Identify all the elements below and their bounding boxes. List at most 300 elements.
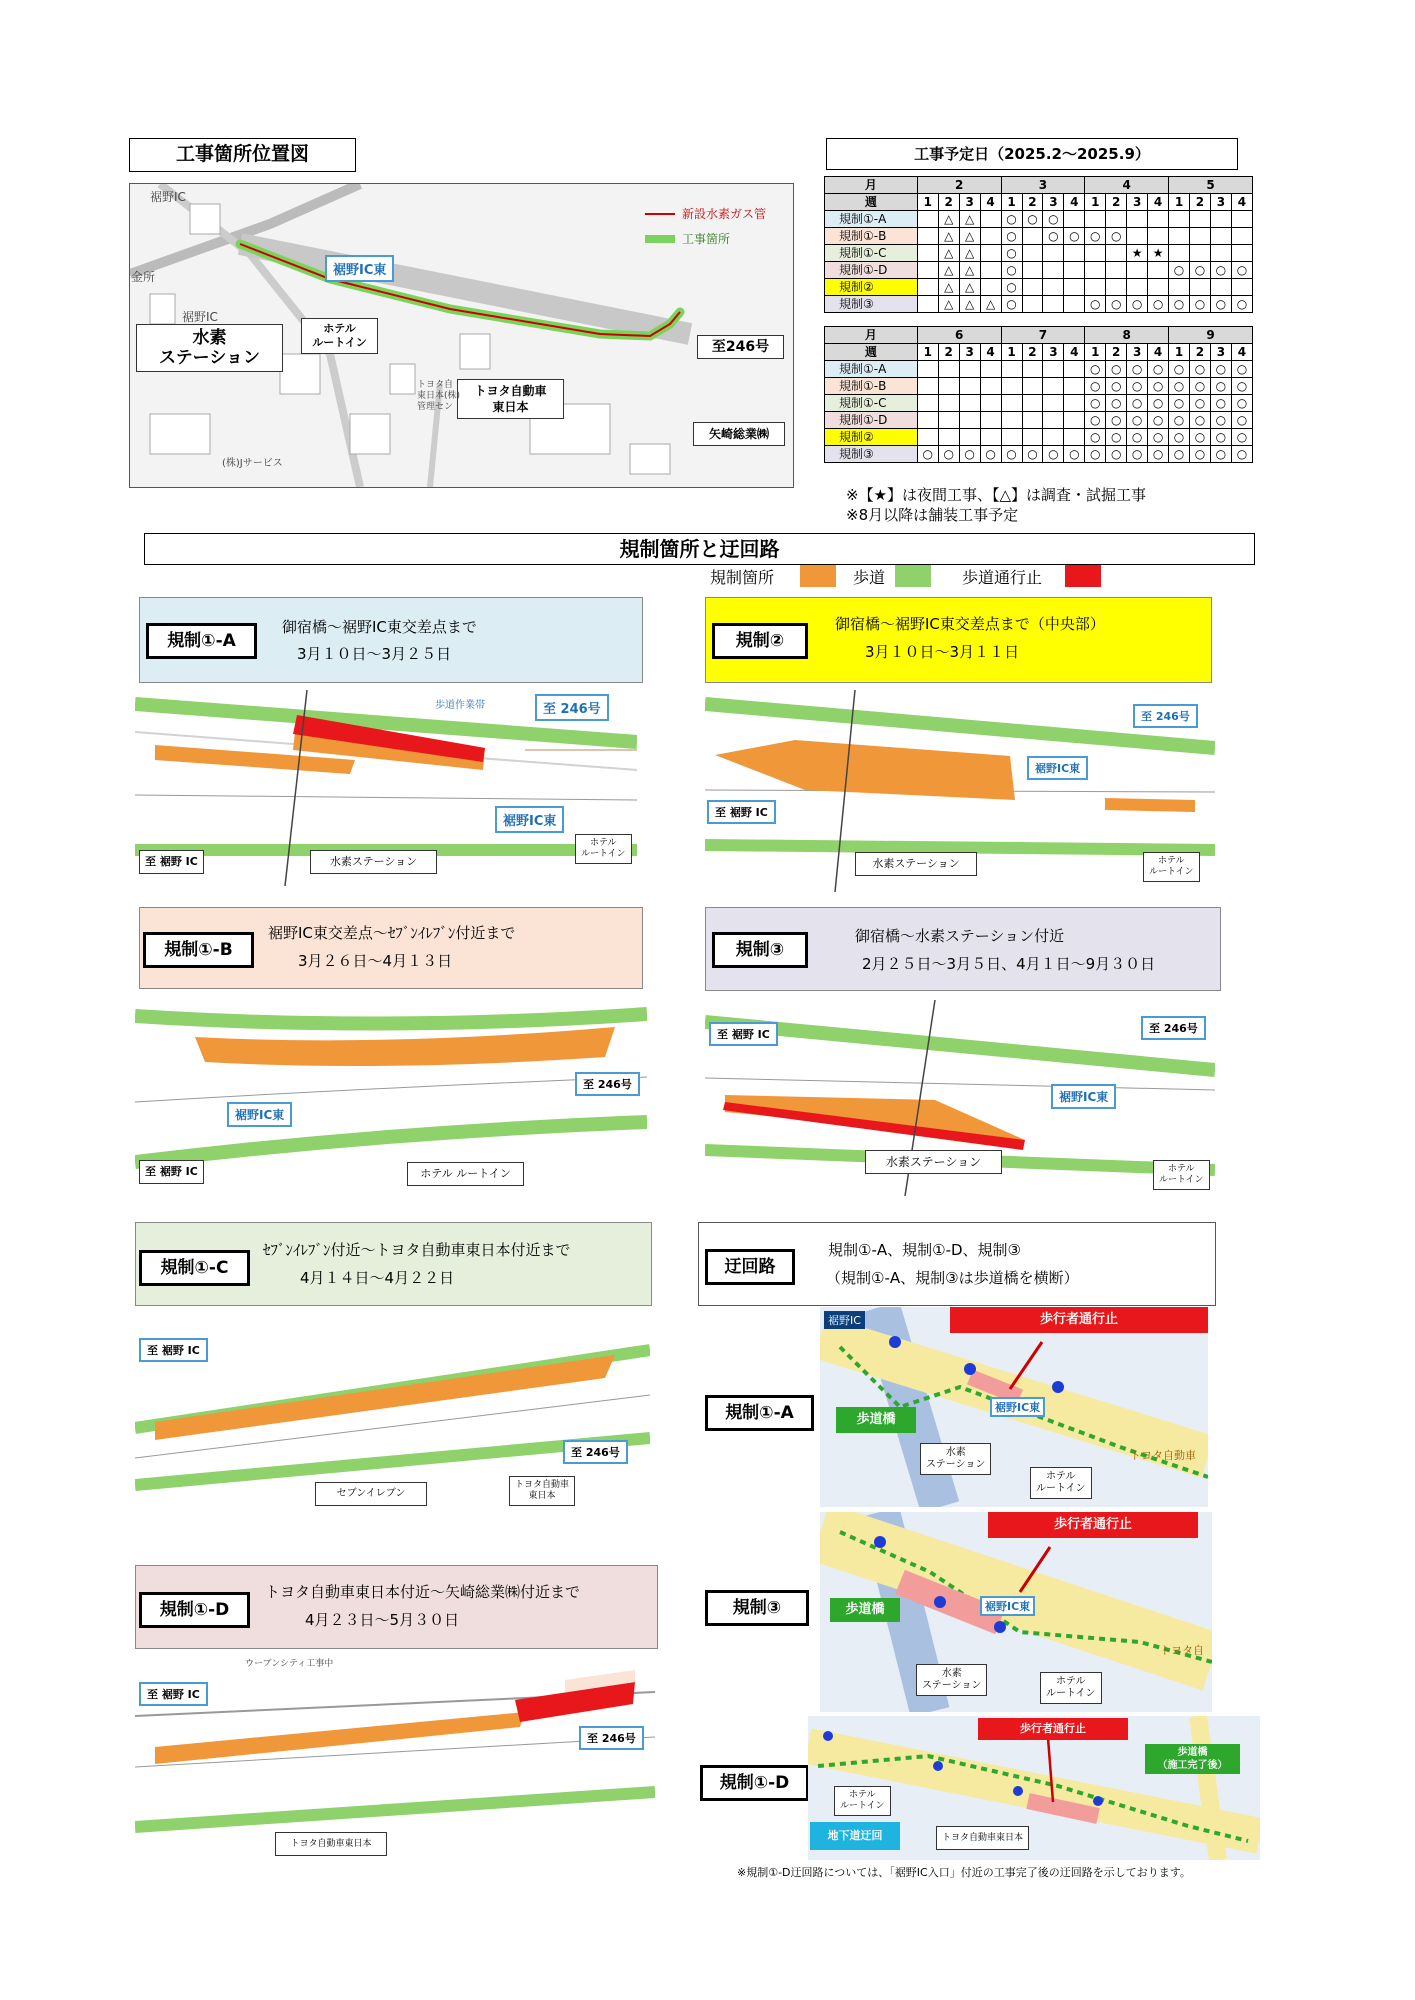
schedule-cell: [1022, 412, 1043, 429]
week-cell: 2: [1106, 194, 1127, 211]
section-r1d-tag: 規制①-D: [139, 1592, 250, 1628]
week-cell: 1: [1085, 344, 1106, 361]
schedule-cell: △: [980, 296, 1001, 313]
schedule-cell: ○: [1085, 296, 1106, 313]
schedule-cell: [980, 245, 1001, 262]
schedule-cell: ○: [1127, 395, 1148, 412]
section-r3-desc: 御宿橋～水素ステーション付近: [855, 927, 1065, 945]
schedule-cell: ○: [1001, 296, 1022, 313]
legend-sidewalk-label: 歩道: [853, 568, 886, 587]
schedule-note-1: ※【★】は夜間工事、【△】は調査・試掘工事: [846, 486, 1147, 504]
detour-label-r1a: 規制①-A: [705, 1395, 814, 1431]
schedule-cell: ○: [1169, 378, 1190, 395]
schedule-cell: [1085, 245, 1106, 262]
schedule-cell: ○: [1190, 361, 1211, 378]
schedule-row-label: 規制①-D: [825, 262, 918, 279]
schedule-cell: △: [959, 211, 980, 228]
schedule-cell: [1169, 211, 1190, 228]
schedule-cell: ○: [1148, 361, 1169, 378]
schedule-cell: [959, 378, 980, 395]
legend-area-label: 規制箇所: [710, 568, 775, 587]
map-ic-small: 裾野IC: [182, 310, 218, 324]
map-hotel: ホテル ルートイン: [301, 318, 378, 354]
section-r3-tag: 規制③: [712, 932, 808, 968]
schedule-cell: [1148, 262, 1169, 279]
plan-r1c: [135, 1310, 650, 1518]
schedule-cell: [980, 211, 1001, 228]
detour-label-r3: 規制③: [705, 1590, 809, 1626]
location-map: [129, 183, 794, 488]
schedule-cell: [1022, 296, 1043, 313]
schedule-cell: [1064, 395, 1085, 412]
detour-r1d-underpass: 地下道迂回: [810, 1822, 900, 1850]
plan-r1b-ic-east: 裾野IC東: [227, 1102, 292, 1127]
schedule-cell: [980, 378, 1001, 395]
plan-r1c-toyota: トヨタ自動車 東日本: [509, 1476, 575, 1506]
schedule-cell: [1064, 361, 1085, 378]
schedule-cell: [959, 429, 980, 446]
schedule-row: [825, 211, 1253, 228]
schedule-cell: [917, 429, 938, 446]
schedule-cell: △: [959, 228, 980, 245]
schedule-cell: [1148, 211, 1169, 228]
schedule-cell: ○: [1085, 228, 1106, 245]
month-cell: 6: [917, 327, 1001, 344]
month-cell: 2: [917, 177, 1001, 194]
schedule-cell: [938, 361, 959, 378]
detour-r1d-hotel: ホテル ルートイン: [834, 1786, 891, 1816]
schedule-cell: ○: [1169, 395, 1190, 412]
schedule-cell: [1127, 279, 1148, 296]
detour-r1a-bridge: 歩道橋: [836, 1407, 916, 1433]
regulation-heading: 規制箇所と迂回路: [144, 533, 1255, 565]
schedule-cell: ○: [1127, 361, 1148, 378]
schedule-cell: [1127, 262, 1148, 279]
schedule-cell: ○: [1106, 446, 1127, 463]
schedule-row: [825, 378, 1253, 395]
map-yazaki: 矢崎総業㈱: [693, 422, 785, 446]
legend-closed-label: 歩道通行止: [962, 568, 1043, 587]
schedule-cell: [1106, 211, 1127, 228]
plan-r1b-to246: 至 246号: [575, 1072, 640, 1096]
schedule-title: 工事予定日（2025.2～2025.9）: [826, 138, 1238, 170]
schedule-cell: ○: [1127, 446, 1148, 463]
schedule-cell: △: [959, 296, 980, 313]
schedule-cell: [917, 279, 938, 296]
schedule-cell: [917, 378, 938, 395]
schedule-cell: [1190, 228, 1211, 245]
schedule-cell: ○: [1148, 429, 1169, 446]
schedule-row: [825, 245, 1253, 262]
month-cell: 9: [1169, 327, 1253, 344]
schedule-row: [825, 279, 1253, 296]
month-cell: 5: [1169, 177, 1253, 194]
schedule-cell: ○: [1190, 429, 1211, 446]
schedule-row: [825, 228, 1253, 245]
map-kanban: 金所: [131, 270, 156, 284]
schedule-cell: ○: [1085, 395, 1106, 412]
month-header: 月: [825, 327, 918, 344]
plan-r1d: [135, 1652, 655, 1858]
schedule-cell: [1043, 378, 1064, 395]
detour-map-r1d: [808, 1716, 1260, 1860]
detour-r1a-ic: 裾野IC: [824, 1311, 865, 1329]
map-toyota: トヨタ自動車 東日本: [457, 379, 564, 419]
schedule-cell: [1127, 211, 1148, 228]
schedule-cell: ○: [1169, 412, 1190, 429]
week-cell: 4: [1148, 344, 1169, 361]
section-r1a-tag: 規制①-A: [146, 623, 257, 659]
schedule-cell: ○: [1210, 395, 1231, 412]
week-cell: 4: [980, 194, 1001, 211]
schedule-cell: [1001, 378, 1022, 395]
plan-r2-hotel: ホテル ルートイン: [1143, 852, 1200, 882]
week-cell: 3: [1210, 194, 1231, 211]
schedule-cell: [1064, 279, 1085, 296]
schedule-cell: ○: [1148, 378, 1169, 395]
schedule-note-2: ※8月以降は舗装工事予定: [846, 506, 1019, 524]
detour-label-r1d: 規制①-D: [700, 1765, 809, 1801]
schedule-cell: [959, 412, 980, 429]
schedule-cell: ○: [1190, 395, 1211, 412]
section-r1d-desc: トヨタ自動車東日本付近～矢崎総業㈱付近まで: [265, 1583, 581, 1601]
schedule-cell: △: [959, 279, 980, 296]
schedule-cell: ○: [1022, 446, 1043, 463]
schedule-cell: ○: [1231, 296, 1252, 313]
schedule-cell: [1106, 245, 1127, 262]
schedule-cell: [1106, 279, 1127, 296]
legend-closed-swatch: [1065, 565, 1101, 587]
schedule-cell: [1085, 211, 1106, 228]
week-cell: 3: [959, 344, 980, 361]
schedule-cell: ○: [1190, 446, 1211, 463]
location-map-title: 工事箇所位置図: [129, 138, 356, 172]
week-cell: 1: [1001, 344, 1022, 361]
week-cell: 1: [917, 344, 938, 361]
schedule-cell: ○: [980, 446, 1001, 463]
schedule-row: [825, 361, 1253, 378]
schedule-cell: [917, 296, 938, 313]
section-r1c-dates: 4月１４日～4月２２日: [300, 1269, 455, 1287]
schedule-cell: [1169, 245, 1190, 262]
plan-r1c-to-ic: 至 裾野 IC: [139, 1338, 208, 1362]
schedule-cell: △: [938, 262, 959, 279]
schedule-row: [825, 296, 1253, 313]
schedule-cell: ○: [1190, 412, 1211, 429]
schedule-cell: [1210, 228, 1231, 245]
schedule-cell: [1043, 296, 1064, 313]
schedule-cell: [1043, 429, 1064, 446]
legend-pipe: 新設水素ガス管: [682, 207, 767, 221]
schedule-cell: ○: [1043, 446, 1064, 463]
schedule-cell: [917, 361, 938, 378]
schedule-cell: [1190, 211, 1211, 228]
plan-r1a-ic-east: 裾野IC東: [495, 806, 564, 833]
schedule-cell: ○: [1106, 395, 1127, 412]
schedule-cell: ○: [1106, 378, 1127, 395]
schedule-cell: [1190, 245, 1211, 262]
schedule-cell: [1043, 412, 1064, 429]
schedule-cell: [1231, 211, 1252, 228]
week-cell: 4: [1231, 344, 1252, 361]
detour-r3-hotel: ホテル ルートイン: [1040, 1672, 1102, 1704]
week-cell: 3: [1210, 344, 1231, 361]
schedule-row-label: 規制①-A: [825, 211, 918, 228]
plan-r3: [705, 1000, 1215, 1196]
week-cell: 3: [1127, 194, 1148, 211]
plan-r1a: [135, 690, 637, 886]
week-cell: 2: [1190, 194, 1211, 211]
schedule-row: [825, 429, 1253, 446]
schedule-cell: [1001, 412, 1022, 429]
schedule-cell: ○: [1043, 228, 1064, 245]
schedule-cell: [959, 361, 980, 378]
schedule-cell: [1043, 245, 1064, 262]
schedule-cell: ★: [1127, 245, 1148, 262]
schedule-cell: △: [938, 228, 959, 245]
schedule-cell: [1064, 296, 1085, 313]
schedule-row-label: 規制①-C: [825, 395, 918, 412]
section-r1d-dates: 4月２３日～5月３０日: [305, 1611, 460, 1629]
week-cell: 2: [1022, 194, 1043, 211]
schedule-cell: ○: [1106, 296, 1127, 313]
schedule-table-2: [824, 326, 1253, 463]
map-route246: 至246号: [697, 335, 784, 359]
schedule-cell: [980, 429, 1001, 446]
schedule-row: [825, 446, 1253, 463]
schedule-cell: [1210, 279, 1231, 296]
plan-r3-ic-east: 裾野IC東: [1051, 1084, 1116, 1109]
schedule-cell: [1231, 228, 1252, 245]
schedule-cell: [1190, 279, 1211, 296]
schedule-cell: [1043, 262, 1064, 279]
plan-r1c-to246: 至 246号: [563, 1440, 628, 1464]
schedule-cell: [1169, 279, 1190, 296]
schedule-cell: ○: [1001, 446, 1022, 463]
schedule-cell: ★: [1148, 245, 1169, 262]
schedule-cell: ○: [1190, 262, 1211, 279]
schedule-cell: △: [959, 262, 980, 279]
schedule-cell: ○: [1085, 361, 1106, 378]
schedule-cell: [1043, 395, 1064, 412]
plan-r1d-to-ic: 至 裾野 IC: [139, 1682, 208, 1706]
schedule-cell: [980, 262, 1001, 279]
schedule-cell: [1043, 361, 1064, 378]
month-cell: 3: [1001, 177, 1085, 194]
schedule-row: [825, 412, 1253, 429]
plan-r1a-hotel: ホテル ルートイン: [575, 834, 632, 864]
schedule-cell: [938, 429, 959, 446]
detour-r1a-ic-east: 裾野IC東: [990, 1397, 1045, 1417]
schedule-cell: ○: [1001, 279, 1022, 296]
section-r2-dates: 3月１０日～3月１１日: [865, 643, 1020, 661]
schedule-cell: [917, 395, 938, 412]
week-cell: 3: [1127, 344, 1148, 361]
schedule-cell: [1085, 262, 1106, 279]
schedule-cell: ○: [959, 446, 980, 463]
map-ic-east: 裾野IC東: [325, 255, 394, 282]
schedule-cell: [1022, 262, 1043, 279]
legend-sidewalk-swatch: [895, 565, 931, 587]
week-cell: 4: [1148, 194, 1169, 211]
schedule-row-label: 規制③: [825, 446, 918, 463]
plan-r1b: [135, 992, 647, 1194]
schedule-cell: [1210, 211, 1231, 228]
schedule-row-label: 規制①-B: [825, 228, 918, 245]
detour-r1d-toyota: トヨタ自動車東日本: [936, 1826, 1029, 1850]
schedule-cell: [1022, 228, 1043, 245]
schedule-cell: [1022, 245, 1043, 262]
schedule-row-label: 規制①-D: [825, 412, 918, 429]
plan-r1d-urban: ウーブンシティ工事中: [245, 1659, 334, 1669]
plan-r1a-to246: 至 246号: [535, 694, 609, 721]
schedule-cell: ○: [1106, 412, 1127, 429]
plan-r2-to246: 至 246号: [1133, 704, 1198, 728]
schedule-cell: ○: [1169, 429, 1190, 446]
schedule-cell: ○: [1127, 412, 1148, 429]
schedule-cell: ○: [1210, 378, 1231, 395]
detour-r1d-bridge-done: 歩道橋 （施工完了後）: [1145, 1744, 1240, 1774]
schedule-cell: ○: [1210, 361, 1231, 378]
schedule-cell: [1148, 228, 1169, 245]
schedule-cell: ○: [917, 446, 938, 463]
schedule-cell: ○: [1022, 211, 1043, 228]
schedule-cell: ○: [1169, 446, 1190, 463]
schedule-cell: ○: [1190, 296, 1211, 313]
detour-r1a-hotel: ホテル ルートイン: [1030, 1467, 1092, 1499]
plan-r2-station: 水素ステーション: [855, 852, 977, 876]
schedule-cell: [1106, 262, 1127, 279]
schedule-cell: △: [938, 211, 959, 228]
schedule-cell: [1022, 361, 1043, 378]
schedule-row-label: 規制①-C: [825, 245, 918, 262]
section-r1a-desc: 御宿橋～裾野IC東交差点まで: [282, 618, 477, 636]
plan-r3-station: 水素ステーション: [865, 1150, 1002, 1174]
schedule-cell: [1022, 279, 1043, 296]
detour-r1a-nowalk: 歩行者通行止: [950, 1307, 1208, 1333]
schedule-cell: [1022, 395, 1043, 412]
week-header: 週: [825, 194, 918, 211]
plan-r1c-seven: セブンイレブン: [315, 1482, 427, 1506]
detour-r3-nowalk: 歩行者通行止: [988, 1512, 1198, 1538]
plan-r1b-hotel: ホテル ルートイン: [407, 1162, 524, 1186]
plan-r1b-to-ic: 至 裾野 IC: [139, 1160, 204, 1184]
week-cell: 2: [1190, 344, 1211, 361]
map-service: (株)Jサービス: [222, 458, 283, 469]
week-cell: 2: [1106, 344, 1127, 361]
section-detour-dates: （規制①-A、規制③は歩道橋を横断）: [826, 1269, 1079, 1287]
schedule-cell: ○: [1148, 446, 1169, 463]
week-cell: 2: [938, 194, 959, 211]
schedule-cell: ○: [1001, 228, 1022, 245]
plan-r1a-station: 水素ステーション: [310, 850, 437, 874]
section-r2-tag: 規制②: [712, 623, 808, 659]
schedule-row-label: 規制①-A: [825, 361, 918, 378]
section-r1b-tag: 規制①-B: [143, 932, 254, 968]
detour-r3-ic-east: 裾野IC東: [980, 1596, 1035, 1616]
section-r2-desc: 御宿橋～裾野IC東交差点まで（中央部）: [835, 615, 1105, 633]
detour-r1d-nowalk: 歩行者通行止: [978, 1718, 1128, 1740]
plan-r1d-to246: 至 246号: [579, 1726, 644, 1750]
legend-site: 工事箇所: [682, 232, 731, 246]
schedule-cell: [1064, 429, 1085, 446]
schedule-cell: ○: [1106, 429, 1127, 446]
schedule-cell: [980, 395, 1001, 412]
schedule-cell: ○: [1085, 446, 1106, 463]
schedule-cell: ○: [1210, 429, 1231, 446]
schedule-cell: [1022, 429, 1043, 446]
week-cell: 4: [980, 344, 1001, 361]
schedule-cell: ○: [1148, 395, 1169, 412]
schedule-cell: [917, 228, 938, 245]
schedule-row-label: 規制②: [825, 279, 918, 296]
schedule-cell: [1064, 245, 1085, 262]
week-cell: 1: [1001, 194, 1022, 211]
schedule-cell: [1064, 262, 1085, 279]
schedule-cell: ○: [1106, 361, 1127, 378]
schedule-cell: [938, 395, 959, 412]
schedule-cell: ○: [1064, 228, 1085, 245]
schedule-cell: ○: [1001, 262, 1022, 279]
week-cell: 3: [1043, 194, 1064, 211]
schedule-cell: ○: [1231, 446, 1252, 463]
schedule-cell: ○: [1148, 412, 1169, 429]
week-cell: 3: [1043, 344, 1064, 361]
schedule-cell: ○: [1106, 228, 1127, 245]
detour-map-r1a: [820, 1307, 1208, 1507]
schedule-cell: [1210, 245, 1231, 262]
detour-r3-bridge: 歩道橋: [830, 1598, 900, 1622]
schedule-cell: [1231, 245, 1252, 262]
schedule-cell: ○: [1231, 361, 1252, 378]
plan-r2-ic-east: 裾野IC東: [1027, 756, 1088, 780]
schedule-cell: ○: [1001, 211, 1022, 228]
schedule-cell: ○: [1085, 429, 1106, 446]
schedule-cell: [959, 395, 980, 412]
plan-r1d-toyota: トヨタ自動車東日本: [275, 1832, 387, 1856]
schedule-cell: [1085, 279, 1106, 296]
schedule-cell: △: [938, 245, 959, 262]
month-cell: 8: [1085, 327, 1169, 344]
footnote: ※規制①-D迂回路については、「裾野IC入口」付近の工事完了後の迂回路を示しております。: [737, 1866, 1191, 1879]
section-detour-desc: 規制①-A、規制①-D、規制③: [828, 1241, 1021, 1259]
week-cell: 2: [1022, 344, 1043, 361]
schedule-cell: ○: [1210, 446, 1231, 463]
plan-r3-hotel: ホテル ルートイン: [1153, 1160, 1210, 1190]
legend-area-swatch: [800, 565, 836, 587]
schedule-row-label: 規制①-B: [825, 378, 918, 395]
week-cell: 2: [938, 344, 959, 361]
section-r1c-tag: 規制①-C: [139, 1250, 250, 1286]
schedule-cell: [1001, 429, 1022, 446]
schedule-cell: [1148, 279, 1169, 296]
schedule-cell: [1127, 228, 1148, 245]
schedule-cell: [1064, 211, 1085, 228]
section-r1b-desc: 裾野IC東交差点～ｾﾌﾞﾝｲﾚﾌﾞﾝ付近まで: [268, 924, 516, 942]
schedule-cell: △: [938, 279, 959, 296]
plan-r2: [705, 690, 1215, 892]
month-cell: 7: [1001, 327, 1085, 344]
schedule-cell: ○: [1169, 361, 1190, 378]
schedule-cell: [938, 378, 959, 395]
schedule-cell: ○: [1043, 211, 1064, 228]
schedule-cell: [1043, 279, 1064, 296]
schedule-cell: ○: [1127, 429, 1148, 446]
map-station: 水素 ステーション: [136, 324, 283, 372]
week-cell: 3: [959, 194, 980, 211]
schedule-cell: [1022, 378, 1043, 395]
week-cell: 4: [1064, 194, 1085, 211]
